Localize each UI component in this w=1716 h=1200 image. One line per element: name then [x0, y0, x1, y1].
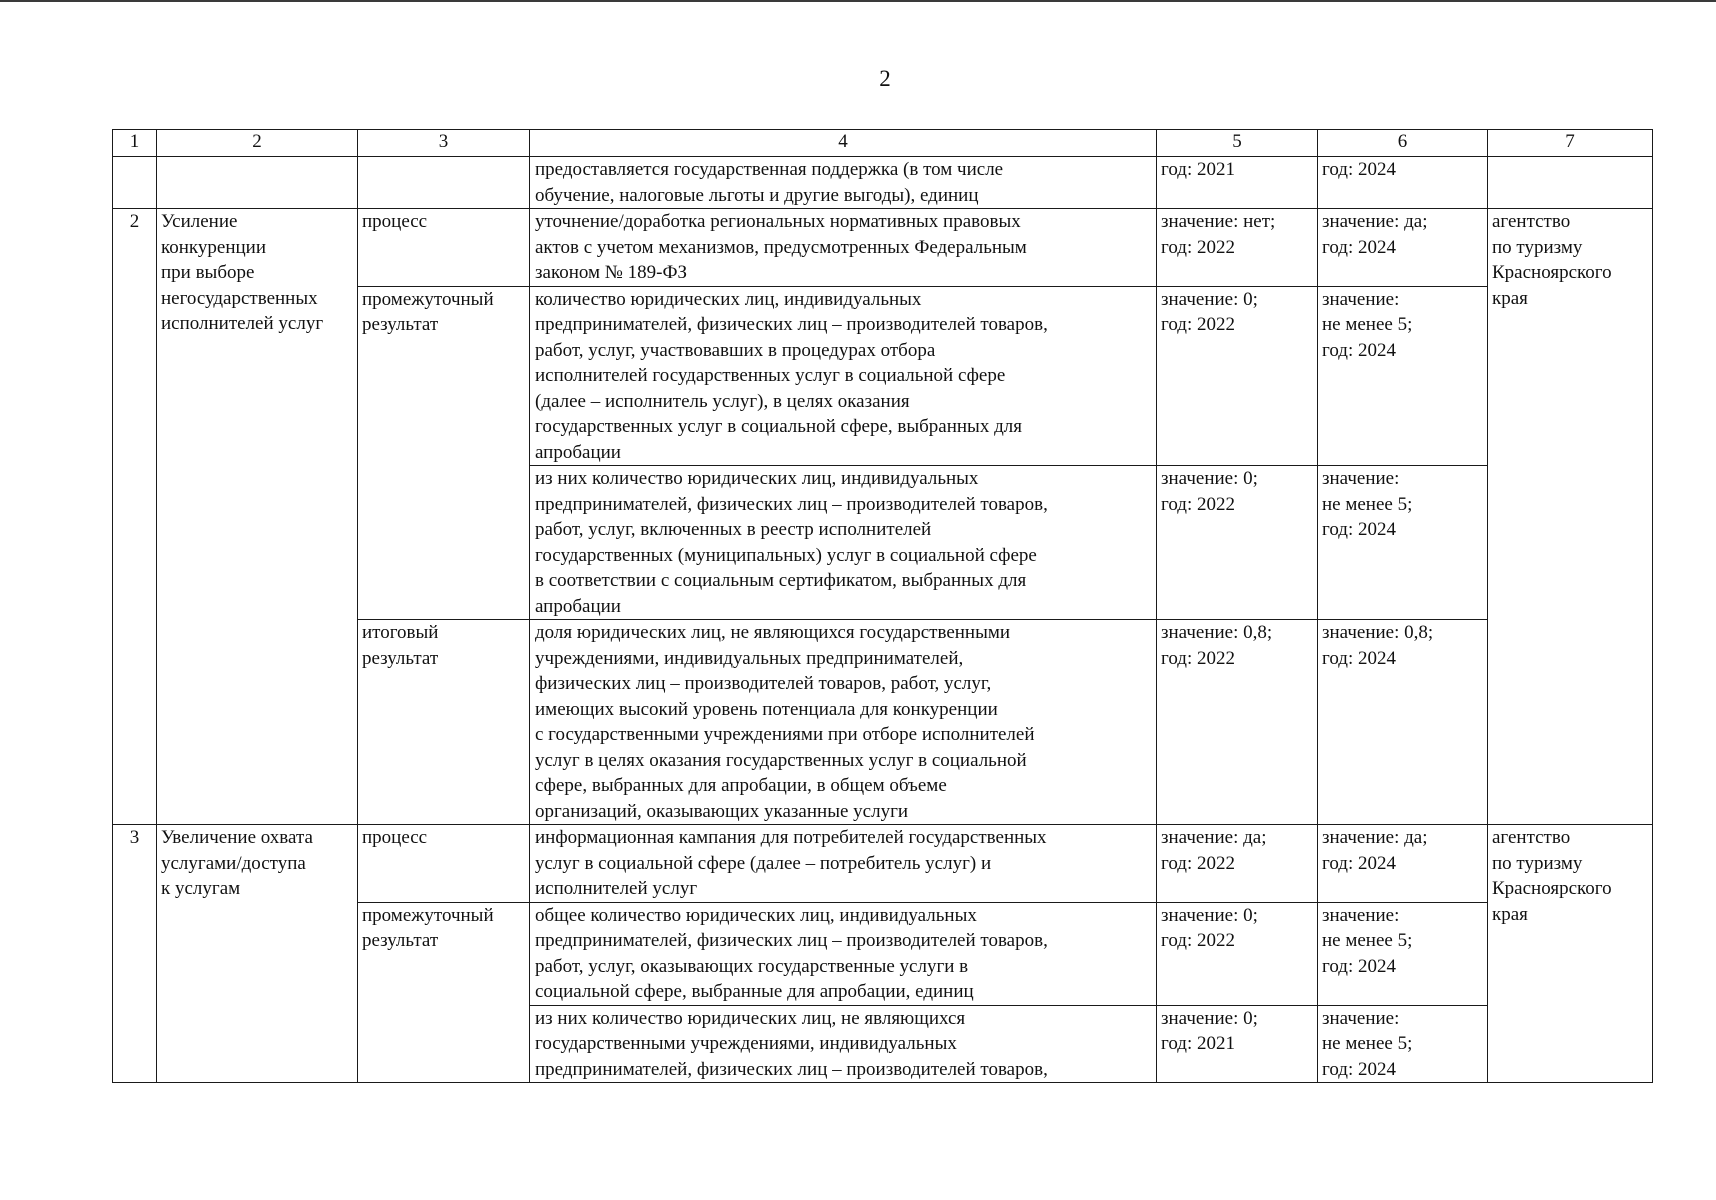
result-type-cell	[358, 157, 530, 209]
baseline-cell: значение: да; год: 2022	[1157, 825, 1318, 903]
page-top-rule	[0, 0, 1716, 2]
indicator-cell: информационная кампания для потребителей государственных услуг в социальной сфере (далее – потребитель услуг) и исполнителей услуг	[530, 825, 1157, 903]
target-cell: значение: не менее 5; год: 2024	[1318, 902, 1488, 1005]
result-type-cell: промежуточный результат	[358, 902, 530, 1083]
indicator-cell: из них количество юридических лиц, не являющихся государственными учреждениями, индивидуальных предпринимателей, физических лиц – производителей товаров,	[530, 1005, 1157, 1083]
responsible-cell: агентство по туризму Красноярского края	[1488, 825, 1653, 1083]
page-number: 2	[879, 66, 891, 91]
table-row	[113, 157, 1653, 209]
target-cell: значение: не менее 5; год: 2024	[1318, 466, 1488, 620]
result-type-cell: процесс	[358, 209, 530, 287]
column-header: 5	[1157, 130, 1318, 157]
result-type-cell: процесс	[358, 825, 530, 903]
baseline-cell: год: 2021	[1157, 157, 1318, 209]
indicator-cell: предоставляется государственная поддержка (в том числе обучение, налоговые льготы и другие выгоды), единиц	[530, 157, 1157, 209]
target-cell: значение: не менее 5; год: 2024	[1318, 1005, 1488, 1083]
result-type-cell: промежуточный результат	[358, 286, 530, 620]
baseline-cell: значение: 0; год: 2022	[1157, 902, 1318, 1005]
result-type-cell: итоговый результат	[358, 620, 530, 825]
target-cell: год: 2024	[1318, 157, 1488, 209]
task-cell: Усиление конкуренции при выборе негосударственных исполнителей услуг	[157, 209, 358, 825]
row-number-cell: 3	[113, 825, 157, 1083]
indicator-cell: доля юридических лиц, не являющихся государственными учреждениями, индивидуальных предпринимателей, физических лиц – производителей товаров, работ, услуг, имеющих высокий уровень потенциала для конкуренции с государственными учреждениями при отборе исполнителей услуг в целях оказания государственных услуг в социальной сфере, выбранных для апробации, в общем объеме организаций, оказывающих указанные услуги	[530, 620, 1157, 825]
column-header: 1	[113, 130, 157, 157]
indicator-cell: из них количество юридических лиц, индивидуальных предпринимателей, физических лиц – производителей товаров, работ, услуг, включенных в реестр исполнителей государственных (муниципальных) услуг в социальной сфере в соответствии с социальным сертификатом, выбранных для апробации	[530, 466, 1157, 620]
baseline-cell: значение: нет; год: 2022	[1157, 209, 1318, 287]
target-cell: значение: не менее 5; год: 2024	[1318, 286, 1488, 466]
indicator-cell: общее количество юридических лиц, индивидуальных предпринимателей, физических лиц – производителей товаров, работ, услуг, оказывающих государственные услуги в социальной сфере, выбранные для апробации, единиц	[530, 902, 1157, 1005]
indicator-cell: количество юридических лиц, индивидуальных предпринимателей, физических лиц – производителей товаров, работ, услуг, участвовавших в процедурах отбора исполнителей государственных услуг в социальной сфере (далее – исполнитель услуг), в целях оказания государственных услуг в социальной сфере, выбранных для апробации	[530, 286, 1157, 466]
column-header: 3	[358, 130, 530, 157]
column-header: 2	[157, 130, 358, 157]
column-header: 6	[1318, 130, 1488, 157]
column-header: 7	[1488, 130, 1653, 157]
row-number-cell: 2	[113, 209, 157, 825]
column-header: 4	[530, 130, 1157, 157]
target-cell: значение: да; год: 2024	[1318, 209, 1488, 287]
task-cell	[157, 157, 358, 209]
table-header-row	[113, 130, 1653, 157]
table-row	[113, 825, 1653, 903]
baseline-cell: значение: 0; год: 2021	[1157, 1005, 1318, 1083]
table-row	[113, 209, 1653, 287]
indicator-cell: уточнение/доработка региональных нормативных правовых актов с учетом механизмов, предусмотренных Федеральным законом № 189-ФЗ	[530, 209, 1157, 287]
responsible-cell	[1488, 157, 1653, 209]
baseline-cell: значение: 0; год: 2022	[1157, 286, 1318, 466]
target-cell: значение: да; год: 2024	[1318, 825, 1488, 903]
row-number-cell	[113, 157, 157, 209]
baseline-cell: значение: 0; год: 2022	[1157, 466, 1318, 620]
target-cell: значение: 0,8; год: 2024	[1318, 620, 1488, 825]
baseline-cell: значение: 0,8; год: 2022	[1157, 620, 1318, 825]
task-cell: Увеличение охвата услугами/доступа к услугам	[157, 825, 358, 1083]
responsible-cell: агентство по туризму Красноярского края	[1488, 209, 1653, 825]
indicators-table	[112, 129, 1653, 1083]
